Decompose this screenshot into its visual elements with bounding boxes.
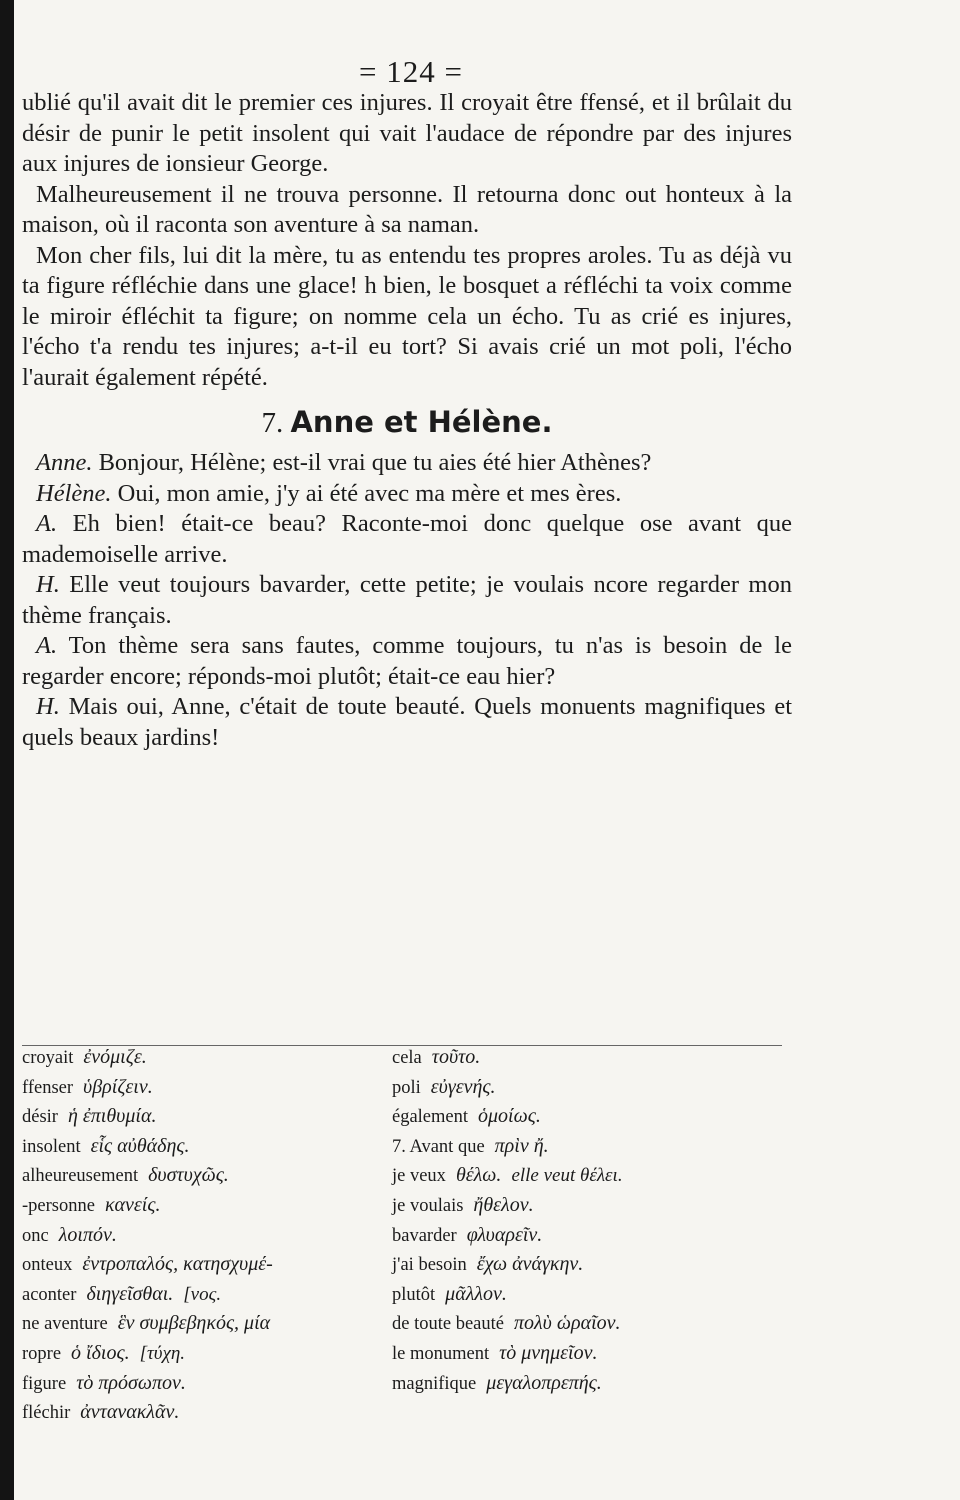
french-word: désir (22, 1107, 58, 1128)
glossary-entry (392, 1339, 802, 1369)
greek-word: ἔχω ἀνάγκην. (476, 1253, 584, 1276)
greek-word: ἐντροπαλός, κατησχυμέ- (82, 1253, 273, 1276)
section-heading (22, 405, 792, 440)
french-word: je veux (392, 1166, 446, 1187)
french-word: 7. Avant que (392, 1136, 485, 1157)
paragraph-3: Mon cher fils, lui dit la mère, tu as entendu tes propres aroles. Tu as déjà vu ta figure réfléchie dans une glace! h bien, le bosquet a réfléchi ta voix comme le miroir éfléchit ta figure; on nomme cela un écho. Tu as crié es injures, l'écho t'a rendu tes injures; a-t-il eu tort? Si avais crié un mot poli, l'écho l'aurait également répété. (22, 241, 792, 391)
greek-word: ὁ ἴδιος. (71, 1341, 130, 1364)
greek-word: τοῦτο. (431, 1046, 481, 1068)
french-word: cela (392, 1048, 422, 1068)
glossary-entry (392, 1161, 802, 1191)
greek-word: κανείς. (104, 1193, 161, 1216)
greek-word: ἓν συμβεβηκός, μία (117, 1312, 271, 1335)
greek-word: ἐνόμιζε. (83, 1046, 147, 1068)
greek-word: πρὶν ἤ. (494, 1134, 549, 1157)
french-word: le monument (392, 1343, 490, 1364)
glossary-entry (392, 1250, 802, 1280)
glossary-entry (392, 1221, 802, 1251)
french-word: je voulais (392, 1195, 464, 1216)
glossary-entry (392, 1280, 802, 1310)
greek-word: τὸ πρόσωπον. (76, 1371, 186, 1394)
greek-word: μεγαλοπρεπής. (486, 1371, 602, 1394)
french-word: aconter (22, 1284, 77, 1305)
french-word: j'ai besoin (392, 1255, 467, 1276)
dialogue-line (22, 570, 792, 631)
french-word: insolent (22, 1136, 81, 1157)
glossary-entry (22, 1250, 392, 1280)
french-word: de toute beauté (392, 1314, 504, 1335)
french-word: figure (22, 1373, 67, 1394)
greek-word: πολὺ ὡραῖον. (513, 1312, 621, 1335)
glossary-entry (392, 1191, 802, 1221)
section-title: Anne et Hélène. (290, 405, 553, 439)
greek-word: ὑβρίζειν. (83, 1075, 153, 1098)
book-page (22, 0, 800, 1500)
glossary-entry (22, 1161, 392, 1191)
speaker-name: A. (36, 632, 58, 659)
greek-word: μᾶλλον. (445, 1282, 507, 1305)
glossary-entry (22, 1221, 392, 1251)
greek-word: εὐγενής. (430, 1075, 496, 1098)
greek-word: διηγεῖσθαι. (86, 1282, 174, 1305)
glossary-entry (392, 1102, 802, 1132)
dialogue-text: Oui, mon amie, j'y ai été avec ma mère et mes ères. (111, 479, 622, 507)
dialogue-text: Elle veut toujours bavarder, cette petite; je voulais ncore regarder mon thème français. (22, 571, 792, 629)
glossary-column-right (392, 1043, 802, 1428)
french-word: plutôt (392, 1284, 436, 1305)
french-word: ne aventure (22, 1314, 108, 1335)
page-binding-edge (0, 0, 14, 1500)
glossary-entry (22, 1398, 392, 1428)
greek-word: φλυαρεῖν. (466, 1223, 543, 1246)
paragraph-1: ublié qu'il avait dit le premier ces injures. Il croyait être ffensé, et il brûlait du désir de punir le petit insolent qui vait l'audace de répondre par des injures aux injures de ionsieur George. (22, 89, 792, 177)
greek-word: ἤθελον. (473, 1193, 534, 1216)
dialogue-text: Mais oui, Anne, c'était de toute beauté. Quels monuents magnifiques et quels beaux jardins! (22, 693, 792, 751)
glossary-entry (392, 1309, 802, 1339)
greek-word: δυστυχῶς. (148, 1164, 229, 1187)
glossary-entry (22, 1309, 392, 1339)
dialogue-line (22, 692, 792, 753)
glossary-note: elle veut θέλει. (511, 1165, 623, 1187)
french-word: ropre (22, 1343, 62, 1364)
french-word: bavarder (392, 1225, 457, 1246)
vocabulary-glossary (22, 1043, 802, 1428)
dialogue-line (22, 631, 792, 692)
french-word: croyait (22, 1048, 74, 1068)
glossary-entry (22, 1132, 392, 1162)
speaker-name: Anne. (36, 449, 93, 476)
glossary-entry (392, 1073, 802, 1103)
dialogue-text: Ton thème sera sans fautes, comme toujours, tu n'as is besoin de le regarder encore; réponds-moi plutôt; était-ce eau hier? (22, 632, 792, 690)
glossary-entry (22, 1191, 392, 1221)
glossary-entry (22, 1280, 392, 1310)
glossary-entry (22, 1102, 392, 1132)
glossary-column-left (22, 1043, 392, 1428)
speaker-name: Hélène. (36, 479, 112, 507)
glossary-entry (22, 1369, 392, 1399)
speaker-name: H. (36, 571, 60, 598)
speaker-name: H. (36, 693, 60, 720)
body-text (22, 88, 792, 753)
greek-word: τὸ μνημεῖον. (499, 1341, 598, 1364)
glossary-note: [νος. (183, 1283, 222, 1305)
greek-word: εἷς αὐθάδης. (90, 1134, 190, 1157)
dialogue-text: Eh bien! était-ce beau? Raconte-moi donc quelque ose avant que mademoiselle arrive. (22, 510, 792, 568)
greek-word: ὁμοίως. (478, 1105, 541, 1128)
french-word: ffenser (22, 1077, 74, 1098)
french-word: -personne (22, 1195, 95, 1216)
french-word: poli (392, 1077, 421, 1098)
greek-word: ἡ ἐπιθυμία. (67, 1105, 157, 1128)
glossary-entry (392, 1043, 802, 1073)
paragraph-2: Malheureusement il ne trouva personne. Il retourna donc out honteux à la maison, où il raconta son aventure à sa naman. (22, 180, 792, 238)
dialogue-line (22, 448, 792, 479)
speaker-name: A. (36, 510, 58, 537)
greek-word: λοιπόν. (58, 1223, 117, 1246)
dialogue-text: Bonjour, Hélène; est-il vrai que tu aies été hier Athènes? (92, 449, 652, 476)
french-word: magnifique (392, 1373, 477, 1394)
french-word: alheureusement (22, 1166, 139, 1187)
page-number: = 124 = (359, 54, 463, 89)
glossary-entry (22, 1043, 392, 1073)
glossary-entry (22, 1339, 392, 1369)
french-word: également (392, 1107, 469, 1128)
glossary-entry (392, 1132, 802, 1162)
glossary-entry (392, 1369, 802, 1399)
section-number: 7. (261, 407, 284, 439)
french-word: onteux (22, 1255, 73, 1276)
french-word: onc (22, 1225, 49, 1246)
dialogue-line (22, 509, 792, 570)
french-word: fléchir (22, 1403, 71, 1424)
greek-word: θέλω. (455, 1164, 502, 1187)
dialogue-line (22, 479, 792, 510)
greek-word: ἀντανακλᾶν. (80, 1401, 180, 1424)
glossary-note: [τύχη. (139, 1342, 186, 1364)
glossary-entry (22, 1073, 392, 1103)
